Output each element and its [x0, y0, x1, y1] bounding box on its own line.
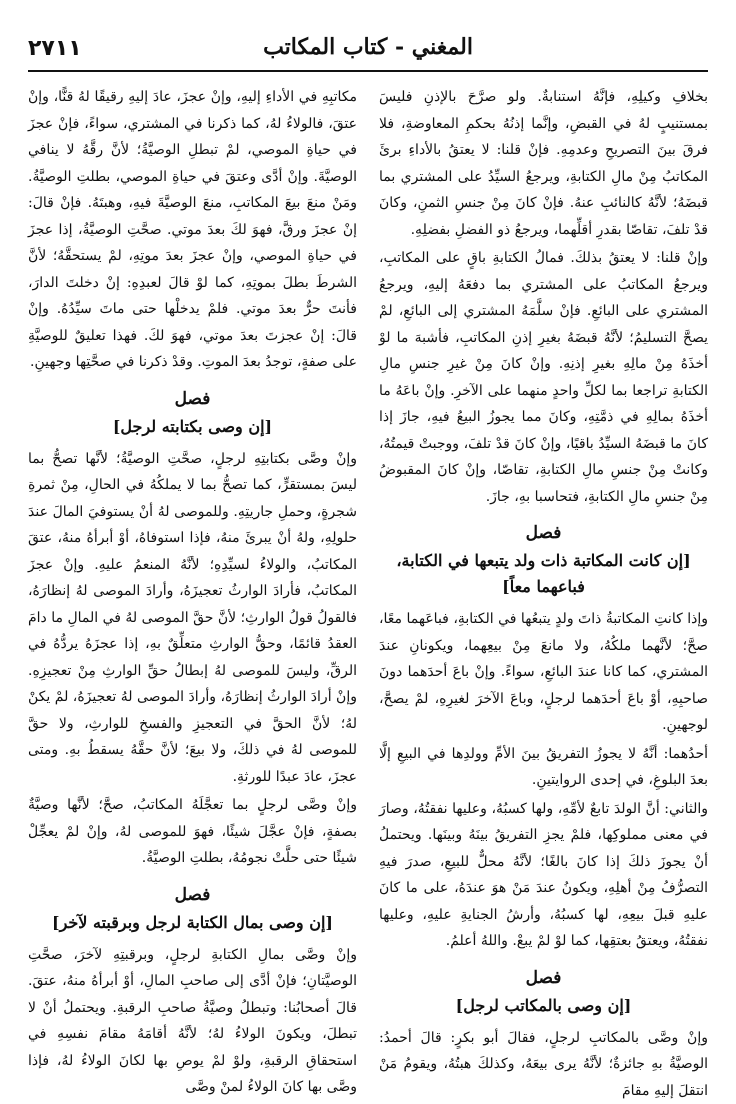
section-subtitle: [إن وصى بالمكاتب لرجل]	[379, 993, 708, 1019]
section-subtitle: [إن وصى بكتابته لرجل]	[28, 414, 357, 440]
paragraph: وإنْ وصَّى بمالِ الكتابةِ لرجلٍ، وبرقبتِهِ لآخرَ، صحَّتِ الوصيَّتانِ؛ فإنْ أدَّى إلى صاحبِ المالِ، أوْ أبرأهُ منهُ، عتقَ. قالَ أصحابُنا: وتبطلُ وصيَّةُ صاحبِ الرقبةِ. ويحتملُ أنْ لا تبطلَ، ويكونَ الولاءُ لهُ؛ لأنَّهُ أقامَهُ مقامَ نفسِهِ في استحقاقِ الرقبةِ، ولوْ لمْ يوصِ بها لكانَ الولاءُ لهُ، فإذا وصَّى بها كانَ الولاءُ لمنْ وصَّى	[28, 942, 357, 1101]
running-title: المغني - كتاب المكاتب	[28, 34, 708, 60]
paragraph: وإنْ قلنا: لا يعتقُ بذلكَ. فمالُ الكتابةِ باقٍ على المكاتبِ، ويرجعُ المكاتبُ على المشتري بما دفعَهُ إليهِ، ويرجعُ المشتري على البائعِ. فإنْ سلَّمَهُ المشتري إلى البائعِ، لمْ يصحَّ التسليمُ؛ لأنَّهُ قبضَهُ بغيرِ إذنِ المكاتبِ، فأشبهَ ما لوْ أخذَهُ مِنْ مالِهِ بغيرِ إذنِهِ. وإنْ كانَ مِنْ غيرِ جنسِ مالِ الكتابةِ تراجعا بما لكلِّ واحدٍ منهما على الآخرِ. وإنْ باعَهُ ما أخذَهُ بمالِهِ في ذمَّتِهِ، وكانَ مما يجوزُ البيعُ فيهِ، جازَ إذا كانَ ما قبضَهُ السيِّدُ باقيًا، وإنْ كانَ قدْ تلفَ، ووجبتْ قيمتُهُ، وكانتْ مِنْ جنسِ مالِ الكتابةِ، تقاصّا، وإنْ كانَ المقبوضُ مِنْ جنسِ مالِ الكتابةِ، فتحاسبا بهِ، جازَ.	[379, 245, 708, 510]
section-heading: فصل	[379, 965, 708, 991]
right-column	[379, 84, 708, 1084]
text-columns	[28, 84, 708, 1084]
paragraph: والثاني: أنَّ الولدَ تابعٌ لأمِّهِ، ولها كسبُهُ، وعليها نفقتُهُ، وصارَ في معنى مملوكِها، فلمْ يجزِ التفريقُ بينَهُ وبينَها. ويحتملُ أنْ يجوزَ ذلكَ إذا كانَ بالغًا؛ لأنَّهُ محلٌّ للبيعِ، صدرَ فيهِ التصرُّفُ مِنْ أهلِهِ، ويكونُ عندَ مَنْ هوَ عندَهُ، على ما كانَ عليهِ قبلَ بيعِهِ، لها كسبُهُ، وأرشُ الجنايةِ عليهِ، وعليها نفقتُهُ، ويعتقُ بعتقِها، كما لوْ لمْ يبعْ. واللهُ أعلمُ.	[379, 796, 708, 955]
paragraph: وإنْ وصَّى لرجلٍ بما تعجَّلَهُ المكاتبُ، صحَّ؛ لأنَّها وصيَّةٌ بصفةٍ، فإنْ عجَّلَ شيئًا، فهوَ للموصى لهُ، وإنْ لمْ يعجِّلْ شيئًا حتى حلَّتْ نجومُهُ، بطلتِ الوصيَّةُ.	[28, 792, 357, 872]
section-heading: فصل	[379, 520, 708, 546]
section-subtitle: [إن وصى بمال الكتابة لرجل وبرقبته لآخر]	[28, 910, 357, 936]
paragraph: أحدُهما: أنَّهُ لا يجوزُ التفريقُ بينَ الأمِّ وولدِها في البيعِ إلَّا بعدَ البلوغِ، في إحدى الروايتينِ.	[379, 741, 708, 794]
section-subtitle: [إن كانت المكاتبة ذات ولد يتبعها في الكتابة، فباعهما معاً]	[379, 548, 708, 600]
page-header	[28, 30, 708, 72]
left-column	[28, 84, 357, 1084]
section-heading: فصل	[28, 882, 357, 908]
paragraph: وإنْ وصَّى بالمكاتبِ لرجلٍ، فقالَ أبو بكرٍ: قالَ أحمدُ: الوصيَّةُ بهِ جائزةٌ؛ لأنَّهُ يرى بيعَهُ، وكذلكَ هبتُهُ، ويقومُ مَنْ انتقلَ إليهِ مقامَ	[379, 1025, 708, 1104]
section-heading: فصل	[28, 386, 357, 412]
paragraph: وإذا كانتِ المكاتبةُ ذاتَ ولدٍ يتبعُها في الكتابةِ، فباعَهما معًا، صحَّ؛ لأنَّهما ملكُهُ، ولا مانعَ مِنْ بيعِهما، ويكونانِ عندَ المشتري، كما كانا عندَ البائعِ، سواءً. وإنْ باعَ أحدَهما دونَ صاحبِهِ، أوْ باعَ أحدَهما لرجلٍ، وباعَ الآخرَ لغيرِهِ، لمْ يصحَّ، لوجهينِ.	[379, 606, 708, 739]
paragraph: بخلافِ وكيلِهِ، فإنَّهُ استنابةٌ. ولو صرَّحَ بالإذنِ فليسَ بمستنيبٍ لهُ في القبضِ، وإنَّما إذنُهُ بحكمِ المعاوضةِ، فلا فرقَ بينَ التصريحِ وعدمِهِ. فإنْ قلنا: لا يعتقُ بالأداءِ برئَ المكاتبُ مِنْ مالِ الكتابةِ، ويرجعُ السيِّدُ على المشتري بما قبضَهُ؛ لأنَّهُ كالنائبِ عنهُ. فإنْ كانَ مِنْ جنسِ الثمنِ، وكانَ قدْ تلفَ، تقاصّا بقدرِ أقلِّهما، ويرجعُ ذو الفضلِ بفضلِهِ.	[379, 84, 708, 243]
paragraph: مكاتبِهِ في الأداءِ إليهِ، وإنْ عجزَ، عادَ إليهِ رقيقًا لهُ قنًّا، وإنْ عتقَ، فالولاءُ لهُ، كما ذكرنا في المشتري، سواءً، فإنْ عجزَ في حياةِ الموصي، لمْ تبطلِ الوصيَّةُ؛ لأنَّ رقَّهُ لا ينافي الوصيَّةَ. وإنْ أدَّى وعتقَ في حياةِ الموصي، بطلتِ الوصيَّةُ. ومَنْ منعَ بيعَ المكاتبِ، منعَ الوصيَّةَ فيهِ، وهبتَهُ. فإنْ قالَ: إنْ عجزَ ورقَّ، فهوَ لكَ بعدَ موتي. صحَّتِ الوصيَّةُ، إذا عجزَ في حياةِ الموصي، وإنْ عجزَ بعدَ موتِهِ، لمْ يستحقَّهُ؛ لأنَّ الشرطَ بطلَ بموتِهِ، كما لوْ قالَ لعبدِهِ: إنْ دخلتَ الدارَ، فأنتَ حرٌّ بعدَ موتي. فلمْ يدخلْها حتى ماتَ سيِّدُهُ. وإنْ قالَ: إنْ عجزتَ بعدَ موتي، فهوَ لكَ. فهذا تعليقٌ للوصيَّةِ على صفةٍ، توجدُ بعدَ الموتِ. وقدْ ذكرنا في صحَّتِها وجهينِ.	[28, 84, 357, 376]
paragraph: وإنْ وصَّى بكتابتِهِ لرجلٍ، صحَّتِ الوصيَّةُ؛ لأنَّها تصحُّ بما ليسَ بمستقرٍّ، كما تصحُّ بما لا يملكُهُ في الحالِ، مِنْ ثمرةِ شجرةٍ، وحملِ جاريتِهِ. وللموصى لهُ أنْ يستوفيَ المالَ عندَ حلولِهِ، ولهُ أنْ يبرئَ منهُ، فإذا استوفاهُ، أوْ أبرأهُ منهُ، عتقَ المكاتبُ، والولاءُ لسيِّدِهِ؛ لأنَّهُ المنعمُ عليهِ. وإنْ عجزَ المكاتبُ، فأرادَ الوارثُ تعجيزَهُ، وأرادَ الموصى لهُ إنظارَهُ، فالقولُ قولُ الوارثِ؛ لأنَّ حقَّ الموصى لهُ في المالِ ما دامَ العقدُ قائمًا، وحقُّ الوارثِ متعلِّقٌ بهِ، إذا عجزَهُ يردُّهُ في الرقِّ، وليسَ للموصى لهُ إبطالُ حقِّ الوارثِ مِنْ تعجيزِهِ. وإنْ أرادَ الوارثُ إنظارَهُ، وأرادَ الموصى لهُ تعجيزَهُ، لمْ يكنْ لهُ؛ لأنَّ الحقَّ في التعجيزِ والفسخِ للوارثِ، ولا حقَّ للموصى لهُ في ذلكَ، ولا بيعَ؛ لأنَّ حقَّهُ يسقطُ بهِ. ومتى عجزَ، عادَ عبدًا للورثةِ.	[28, 446, 357, 791]
page-number: ٢٧١١	[28, 36, 82, 61]
